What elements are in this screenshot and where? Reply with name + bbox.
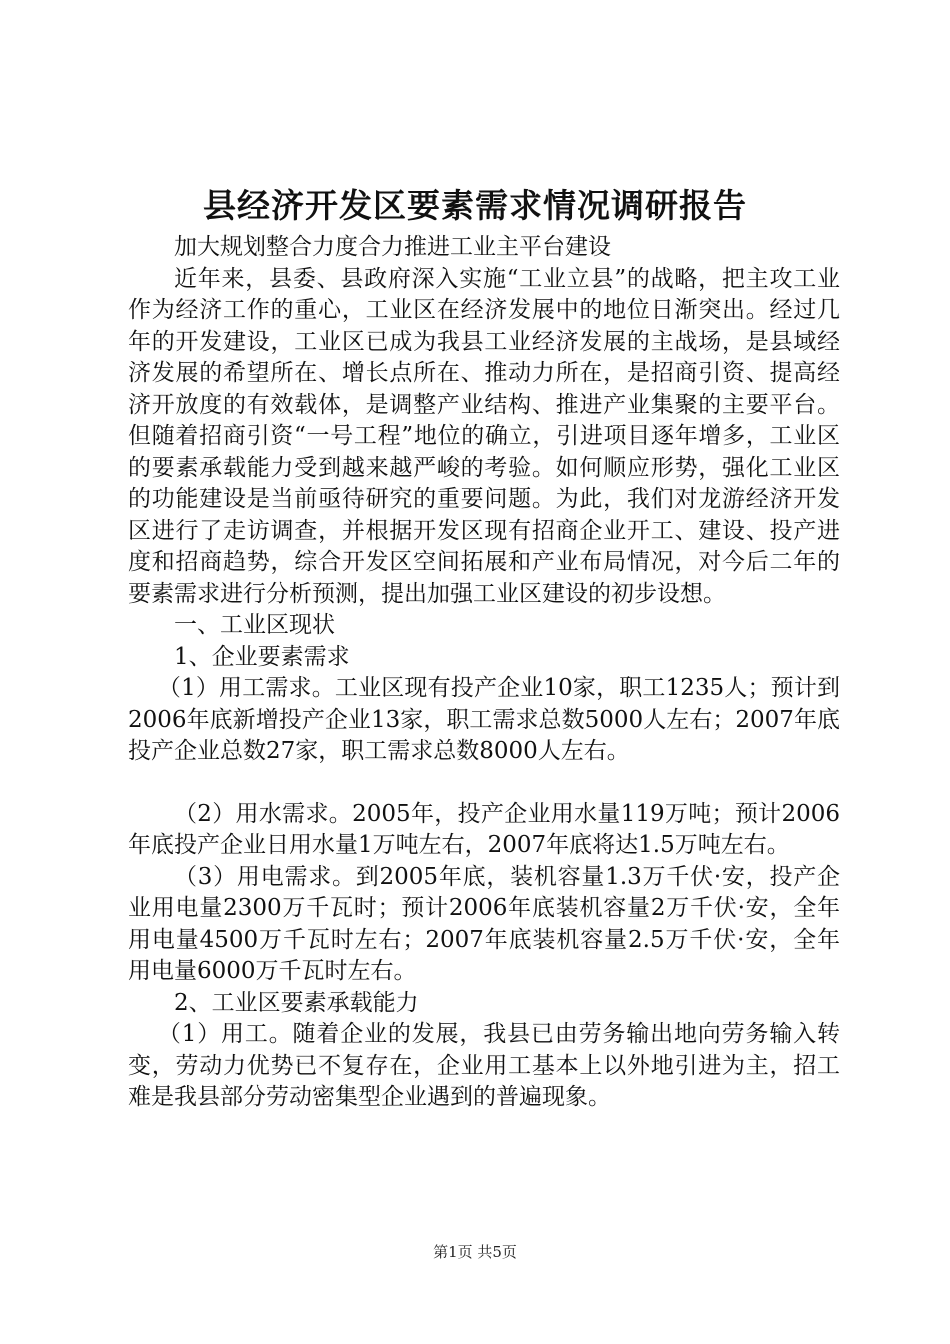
document-title: 县经济开发区要素需求情况调研报告	[203, 186, 747, 225]
paragraph-intro: 近年来，县委、县政府深入实施“工业立县”的战略，把主攻工业作为经济工作的重心，工业区在经济发展中的地位日渐突出。经过几年的开发建设，工业区已成为我县工业经济发展的主战场，是县域经济发展的希望所在、增长点所在、推动力所在，是招商引资、提高经济开放度的有效载体，是调整产业结构、推进产业集聚的主要平台。但随着招商引资“一号工程”地位的确立，引进项目逐年增多，工业区的要素承载能力受到越来越严峻的考验。如何顺应形势，强化工业区的功能建设是当前亟待研究的重要问题。为此，我们对龙游经济开发区进行了走访调查，并根据开发区现有招商企业开工、建设、投产进度和招商趋势，综合开发区空间拓展和产业布局情况，对今后二年的要素需求进行分析预测，提出加强工业区建设的初步设想。	[128, 265, 840, 607]
heading-section-1: 一、工业区现状	[174, 612, 335, 638]
document-body	[128, 232, 840, 1114]
paragraph-power-demand: （3）用电需求。到2005年底，装机容量1.3万千伏·安，投产企业用电量2300万千瓦时；预计2006年底装机容量2万千伏·安，全年用电量4500万千瓦时左右；2007年底装机容量2.5万千伏·安，全年用电量6000万千瓦时左右。	[128, 863, 840, 984]
paragraph-labor-demand: （1）用工需求。工业区现有投产企业10家，职工1235人；预计到2006年底新增投产企业13家，职工需求总数5000人左右；2007年底投产企业总数27家，职工需求总数8000人左右。	[128, 675, 840, 764]
page-number: 第1页 共5页	[433, 1243, 517, 1261]
paragraph-water-demand: （2）用水需求。2005年，投产企业用水量119万吨；预计2006年底投产企业日用水量1万吨左右，2007年底将达1.5万吨左右。	[128, 800, 840, 858]
paragraph-labor-capacity: （1）用工。随着企业的发展，我县已由劳务输出地向劳务输入转变，劳动力优势已不复存在，企业用工基本上以外地引进为主，招工难是我县部分劳动密集型企业遇到的普遍现象。	[128, 1021, 840, 1110]
paragraph-subtitle: 加大规划整合力度合力推进工业主平台建设	[174, 234, 611, 260]
heading-subsection-1: 1、企业要素需求	[174, 643, 350, 670]
heading-subsection-2: 2、工业区要素承载能力	[174, 989, 419, 1016]
page-footer	[0, 1242, 950, 1262]
